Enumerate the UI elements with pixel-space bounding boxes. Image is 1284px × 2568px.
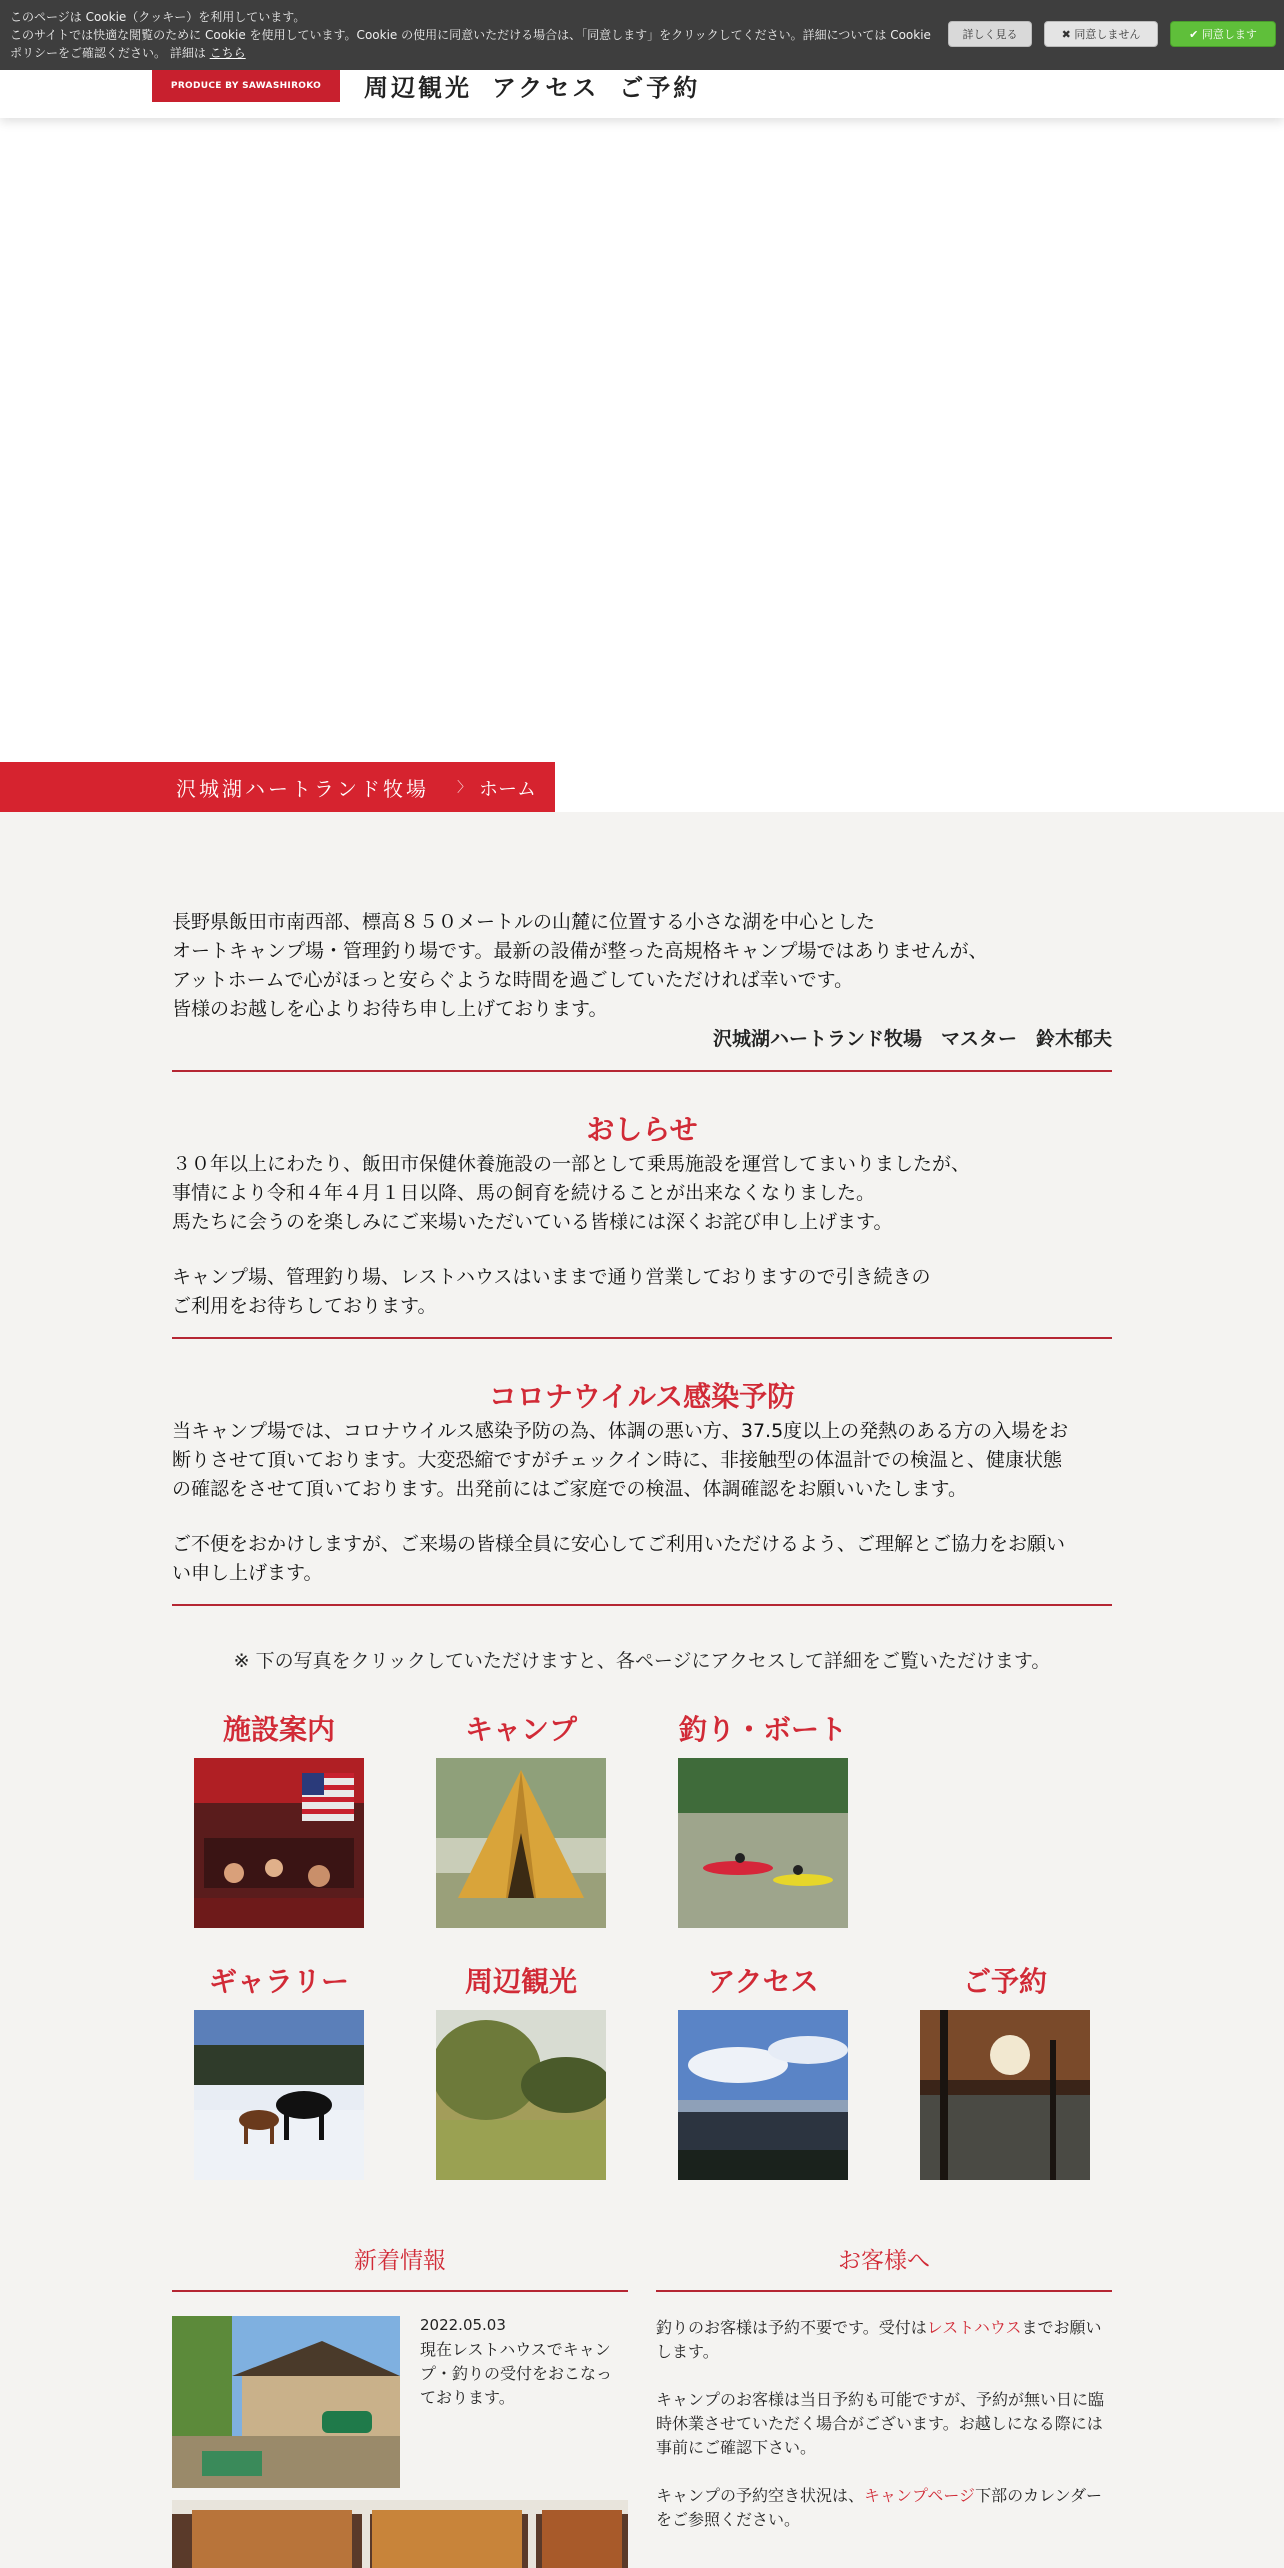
tile-sightseeing[interactable] xyxy=(431,1962,611,2180)
resthouse-link[interactable]: レストハウス xyxy=(926,2318,1022,2337)
corona-line: 当キャンプ場では、コロナウイルス感染予防の為、体調の悪い方、37.5度以上の発熱のある方の入場をお xyxy=(172,1420,1069,1442)
gallery-photo[interactable] xyxy=(194,2010,364,2180)
intro-text xyxy=(172,908,1112,1024)
news-thumbnail[interactable] xyxy=(172,2316,400,2488)
guide-note: ※ 下の写真をクリックしていただけますと、各ページにアクセスして詳細をご覧いただけます。 xyxy=(233,1650,1051,1672)
reservation-photo[interactable] xyxy=(920,2010,1090,2180)
divider xyxy=(172,1337,1112,1339)
camp-photo[interactable] xyxy=(436,1758,606,1928)
tile-facilities[interactable] xyxy=(189,1710,369,1928)
breadcrumb-site-name: 沢城湖ハートランド牧場 xyxy=(176,776,429,801)
intro-line: オートキャンプ場・管理釣り場です。最新の設備が整った高規格キャンプ場ではありませんが、 xyxy=(172,940,988,962)
divider xyxy=(172,1070,1112,1072)
breadcrumb-home-link[interactable]: ホーム xyxy=(479,777,537,800)
intro-signature: 沢城湖ハートランド牧場 マスター 鈴木郁夫 xyxy=(712,1028,1112,1050)
divider xyxy=(656,2290,1112,2292)
intro-line: アットホームで心がほっと安らぐような時間を過ごしていただければ幸いです。 xyxy=(172,969,854,991)
guest-text-segment: キャンプの予約空き状況は、 xyxy=(656,2486,865,2505)
guest-text-segment: までお願いします。 xyxy=(656,2318,1102,2361)
cookie-accept-button[interactable]: ✔ 同意します xyxy=(1170,21,1276,47)
divider xyxy=(172,1604,1112,1606)
breadcrumb xyxy=(0,762,555,812)
notice-line: ご利用をお待ちしております。 xyxy=(172,1295,437,1317)
guest-text-segment: 釣りのお客様は予約不要です。受付は xyxy=(656,2318,927,2337)
breadcrumb-separator-icon: 〉 xyxy=(457,780,471,796)
tile-label: 釣り・ボート xyxy=(678,1713,847,1746)
tile-label: アクセス xyxy=(707,1965,819,1998)
guest-text-segment: 下部のカレンダーをご参照ください。 xyxy=(656,2486,1103,2529)
guest-paragraph-camp: キャンプのお客様は当日予約も可能ですが、予約が無い日に臨時休業させていただく場合がございます。お越しになる際には事前にご確認下さい。 xyxy=(656,2390,1105,2457)
cookie-line-2 xyxy=(10,26,940,62)
intro-line: 長野県飯田市南西部、標高８５０メートルの山麓に位置する小さな湖を中心とした xyxy=(172,911,876,933)
corona-body xyxy=(172,1417,1112,1588)
cookie-policy-link[interactable]: こちら xyxy=(209,46,246,60)
tile-fishing-boat[interactable] xyxy=(673,1710,853,1928)
access-photo[interactable] xyxy=(678,2010,848,2180)
tile-access[interactable] xyxy=(673,1962,853,2180)
cookie-more-button[interactable]: 詳しく見る xyxy=(948,21,1032,47)
notice-title: おしらせ xyxy=(586,1113,698,1146)
main-nav xyxy=(364,68,700,103)
fishing-photo[interactable] xyxy=(678,1758,848,1928)
guest-paragraph-calendar xyxy=(656,2484,1112,2532)
site-logo[interactable]: PRODUCE BY SAWASHIROKO xyxy=(152,70,340,102)
notice-line: キャンプ場、管理釣り場、レストハウスはいままで通り営業しておりますので引き続きの xyxy=(172,1266,931,1288)
nav-item-sightseeing[interactable]: 周辺観光 xyxy=(364,74,472,102)
tile-gallery[interactable] xyxy=(189,1962,369,2180)
news-title: 新着情報 xyxy=(354,2248,446,2274)
corona-line: ご不便をおかけしますが、ご来場の皆様全員に安心してご利用いただけるよう、ご理解とご協力をお願い xyxy=(172,1533,1066,1555)
news-thumbnail[interactable] xyxy=(172,2500,628,2568)
corona-line: の確認をさせて頂いております。出発前にはご家庭での検温、体調確認をお願いいたします。 xyxy=(172,1478,967,1500)
hero-area xyxy=(0,118,1284,812)
guest-title: お客様へ xyxy=(838,2248,930,2274)
news-text[interactable]: 現在レストハウスでキャンプ・釣りの受付をおこなっております。 xyxy=(420,2340,613,2407)
intro-line: 皆様のお越しを心よりお待ち申し上げております。 xyxy=(172,998,608,1020)
tile-label: ご予約 xyxy=(962,1965,1047,1998)
corona-line: 断りさせて頂いております。大変恐縮ですがチェックイン時に、非接触型の体温計での検温と、健康状態 xyxy=(172,1449,1062,1471)
news-date: 2022.05.03 xyxy=(420,2316,506,2334)
camp-page-link[interactable]: キャンプページ xyxy=(864,2486,976,2505)
corona-line: い申し上げます。 xyxy=(172,1562,323,1584)
divider xyxy=(172,2290,628,2292)
facilities-photo[interactable] xyxy=(194,1758,364,1928)
tile-reservation[interactable] xyxy=(915,1962,1095,2180)
tile-label: キャンプ xyxy=(464,1713,577,1746)
corona-title: コロナウイルス感染予防 xyxy=(488,1380,796,1413)
tile-camp[interactable] xyxy=(431,1710,611,1928)
nav-item-access[interactable]: アクセス xyxy=(492,74,600,102)
notice-line: 馬たちに会うのを楽しみにご来場いただいている皆様には深くお詫び申し上げます。 xyxy=(172,1211,893,1233)
tile-label: ギャラリー xyxy=(208,1965,349,1998)
cookie-line-1: このページは Cookie（クッキー）を利用しています。 xyxy=(10,10,306,24)
cookie-message xyxy=(10,8,940,62)
sightseeing-photo[interactable] xyxy=(436,2010,606,2180)
notice-body xyxy=(172,1150,1112,1321)
notice-line: 事情により令和４年４月１日以降、馬の飼育を続けることが出来なくなりました。 xyxy=(172,1182,876,1204)
main-content xyxy=(172,812,1112,1676)
cookie-deny-button[interactable]: ✖ 同意しません xyxy=(1044,21,1158,47)
notice-line: ３０年以上にわたり、飯田市保健休養施設の一部として乗馬施設を運営してまいりましたが、 xyxy=(172,1153,971,1175)
tile-label: 施設案内 xyxy=(222,1713,335,1746)
guest-text xyxy=(656,2316,1112,2532)
tile-label: 周辺観光 xyxy=(464,1965,577,1998)
nav-item-reservation[interactable]: ご予約 xyxy=(619,74,701,102)
guest-paragraph-fishing xyxy=(656,2316,1112,2364)
cookie-line-2-text: このサイトでは快適な閲覧のために Cookie を使用しています。Cookie の使用に同意いただける場合は、「同意します」をクリックしてください。詳細については Cookie ポリシーをご確認ください。 詳細は xyxy=(10,28,931,60)
cookie-consent-bar xyxy=(0,0,1284,70)
